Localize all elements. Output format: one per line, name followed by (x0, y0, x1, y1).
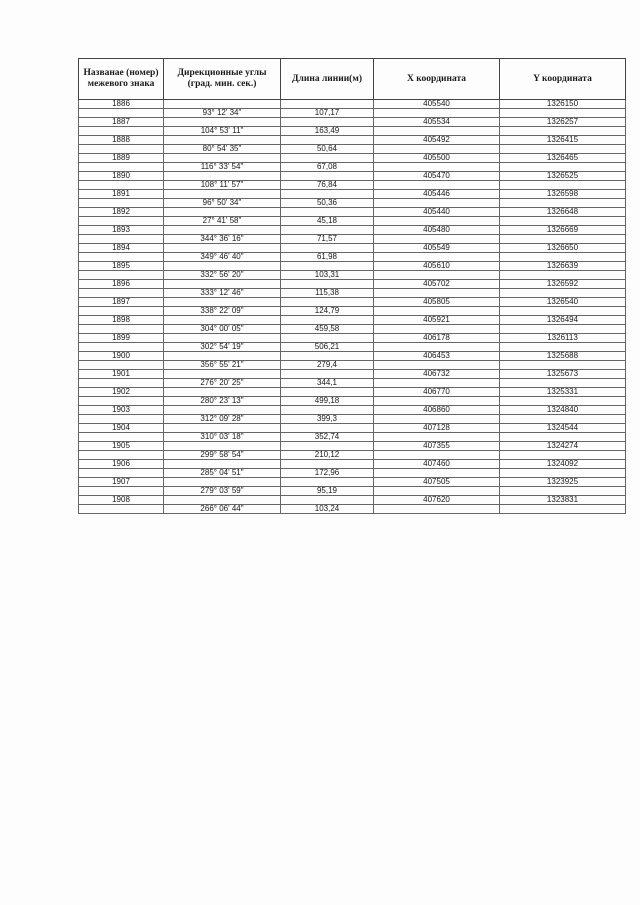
line-length-cell: 115,38 (281, 289, 374, 298)
point-row (79, 226, 626, 235)
point-row (79, 406, 626, 415)
line-length-cell: 399,3 (281, 415, 374, 424)
point-row (79, 190, 626, 199)
x-coordinate-cell: 405540 (374, 100, 500, 109)
segment-row (79, 163, 626, 172)
mark-name-cell: 1886 (79, 100, 164, 109)
point-row (79, 298, 626, 307)
mark-name-cell-empty (79, 505, 164, 514)
segment-row (79, 145, 626, 154)
header-y-coordinate: Y координата (500, 59, 626, 100)
y-coordinate-cell: 1326415 (500, 136, 626, 145)
segment-row (79, 199, 626, 208)
mark-name-cell: 1893 (79, 226, 164, 235)
segment-row (79, 505, 626, 514)
line-length-cell: 124,79 (281, 307, 374, 316)
direction-angle-cell: 310° 03' 18" (164, 433, 281, 442)
table-body (79, 100, 626, 514)
segment-row (79, 397, 626, 406)
segment-row (79, 469, 626, 478)
table-header-row (79, 59, 626, 100)
segment-row (79, 127, 626, 136)
x-coordinate-cell: 407505 (374, 478, 500, 487)
mark-name-cell: 1902 (79, 388, 164, 397)
x-coordinate-cell: 405610 (374, 262, 500, 271)
segment-row (79, 361, 626, 370)
mark-name-cell: 1901 (79, 370, 164, 379)
y-coordinate-cell: 1326648 (500, 208, 626, 217)
x-coordinate-cell: 407620 (374, 496, 500, 505)
point-row (79, 280, 626, 289)
direction-angle-cell: 276° 20' 25" (164, 379, 281, 388)
y-coordinate-cell: 1325673 (500, 370, 626, 379)
x-coordinate-cell: 407460 (374, 460, 500, 469)
line-length-cell: 71,57 (281, 235, 374, 244)
mark-name-cell: 1900 (79, 352, 164, 361)
segment-row (79, 217, 626, 226)
point-row (79, 154, 626, 163)
x-coordinate-cell: 405440 (374, 208, 500, 217)
y-coordinate-cell: 1326525 (500, 172, 626, 181)
line-length-cell: 45,18 (281, 217, 374, 226)
point-row (79, 262, 626, 271)
direction-angle-cell: 349° 46' 40" (164, 253, 281, 262)
y-coordinate-cell: 1326465 (500, 154, 626, 163)
point-row (79, 496, 626, 505)
segment-row (79, 415, 626, 424)
x-coordinate-cell: 405500 (374, 154, 500, 163)
x-coordinate-cell: 405534 (374, 118, 500, 127)
direction-angle-cell: 108° 11' 57" (164, 181, 281, 190)
point-row (79, 316, 626, 325)
mark-name-cell: 1890 (79, 172, 164, 181)
y-coordinate-cell: 1324840 (500, 406, 626, 415)
segment-row (79, 451, 626, 460)
line-length-cell: 210,12 (281, 451, 374, 460)
segment-row (79, 379, 626, 388)
mark-name-cell: 1905 (79, 442, 164, 451)
mark-name-cell: 1895 (79, 262, 164, 271)
line-length-cell: 61,98 (281, 253, 374, 262)
segment-row (79, 307, 626, 316)
direction-angle-cell: 266° 06' 44" (164, 505, 281, 514)
y-coordinate-cell: 1326669 (500, 226, 626, 235)
y-coordinate-cell: 1323831 (500, 496, 626, 505)
x-coordinate-cell: 405702 (374, 280, 500, 289)
segment-row (79, 235, 626, 244)
y-coordinate-cell: 1326650 (500, 244, 626, 253)
direction-angle-cell: 344° 36' 16" (164, 235, 281, 244)
direction-angle-cell: 27° 41' 58" (164, 217, 281, 226)
point-row (79, 136, 626, 145)
line-length-cell: 103,24 (281, 505, 374, 514)
segment-row (79, 253, 626, 262)
line-length-cell: 163,49 (281, 127, 374, 136)
direction-angle-cell: 356° 55' 21" (164, 361, 281, 370)
mark-name-cell: 1897 (79, 298, 164, 307)
mark-name-cell: 1906 (79, 460, 164, 469)
y-coordinate-cell: 1326257 (500, 118, 626, 127)
line-length-cell: 352,74 (281, 433, 374, 442)
y-coordinate-cell: 1325688 (500, 352, 626, 361)
line-length-cell: 50,36 (281, 199, 374, 208)
segment-row (79, 487, 626, 496)
header-x-coordinate: X координата (374, 59, 500, 100)
line-length-cell: 67,08 (281, 163, 374, 172)
x-coordinate-cell-empty (374, 505, 500, 514)
x-coordinate-cell: 405492 (374, 136, 500, 145)
mark-name-cell: 1899 (79, 334, 164, 343)
header-direction-angle: Дирекционные углы (град. мин. сек.) (164, 59, 281, 100)
segment-row (79, 433, 626, 442)
x-coordinate-cell: 406453 (374, 352, 500, 361)
direction-angle-cell: 104° 53' 11" (164, 127, 281, 136)
mark-name-cell: 1894 (79, 244, 164, 253)
point-row (79, 460, 626, 469)
direction-angle-cell: 338° 22' 09" (164, 307, 281, 316)
y-coordinate-cell: 1324274 (500, 442, 626, 451)
line-length-cell: 344,1 (281, 379, 374, 388)
point-row (79, 442, 626, 451)
point-row (79, 334, 626, 343)
point-row (79, 388, 626, 397)
mark-name-cell: 1896 (79, 280, 164, 289)
direction-angle-cell: 299° 58' 54" (164, 451, 281, 460)
x-coordinate-cell: 405549 (374, 244, 500, 253)
y-coordinate-cell: 1326494 (500, 316, 626, 325)
direction-angle-cell: 302° 54' 19" (164, 343, 281, 352)
direction-angle-cell: 333° 12' 46" (164, 289, 281, 298)
direction-angle-cell: 285° 04' 51" (164, 469, 281, 478)
mark-name-cell: 1903 (79, 406, 164, 415)
y-coordinate-cell: 1324092 (500, 460, 626, 469)
header-line-length: Длина линии(м) (281, 59, 374, 100)
boundary-coordinates-table (78, 58, 626, 514)
x-coordinate-cell: 407128 (374, 424, 500, 433)
line-length-cell: 95,19 (281, 487, 374, 496)
direction-angle-cell: 279° 03' 59" (164, 487, 281, 496)
x-coordinate-cell: 405470 (374, 172, 500, 181)
mark-name-cell: 1891 (79, 190, 164, 199)
x-coordinate-cell: 405446 (374, 190, 500, 199)
mark-name-cell: 1907 (79, 478, 164, 487)
point-row (79, 478, 626, 487)
mark-name-cell: 1908 (79, 496, 164, 505)
mark-name-cell: 1892 (79, 208, 164, 217)
x-coordinate-cell: 406770 (374, 388, 500, 397)
y-coordinate-cell: 1326150 (500, 100, 626, 109)
point-row (79, 352, 626, 361)
mark-name-cell: 1898 (79, 316, 164, 325)
y-coordinate-cell: 1326540 (500, 298, 626, 307)
direction-angle-cell: 116° 33' 54" (164, 163, 281, 172)
line-length-cell: 107,17 (281, 109, 374, 118)
direction-angle-cell: 312° 09' 28" (164, 415, 281, 424)
y-coordinate-cell: 1326639 (500, 262, 626, 271)
point-row (79, 118, 626, 127)
y-coordinate-cell: 1325331 (500, 388, 626, 397)
direction-angle-cell: 80° 54' 35" (164, 145, 281, 154)
line-length-cell: 103,31 (281, 271, 374, 280)
mark-name-cell: 1887 (79, 118, 164, 127)
y-coordinate-cell-empty (500, 505, 626, 514)
direction-angle-cell: 96° 50' 34" (164, 199, 281, 208)
y-coordinate-cell: 1323925 (500, 478, 626, 487)
y-coordinate-cell: 1326113 (500, 334, 626, 343)
direction-angle-cell: 332° 56' 20" (164, 271, 281, 280)
segment-row (79, 109, 626, 118)
x-coordinate-cell: 406732 (374, 370, 500, 379)
mark-name-cell: 1888 (79, 136, 164, 145)
point-row (79, 244, 626, 253)
line-length-cell: 279,4 (281, 361, 374, 370)
x-coordinate-cell: 405480 (374, 226, 500, 235)
y-coordinate-cell: 1324544 (500, 424, 626, 433)
x-coordinate-cell: 406178 (374, 334, 500, 343)
direction-angle-cell: 280° 23' 13" (164, 397, 281, 406)
line-length-cell: 506,21 (281, 343, 374, 352)
mark-name-cell: 1904 (79, 424, 164, 433)
segment-row (79, 325, 626, 334)
header-mark-name: Названае (номер) межевого знака (79, 59, 164, 100)
line-length-cell: 50,64 (281, 145, 374, 154)
line-length-cell: 76,84 (281, 181, 374, 190)
y-coordinate-cell: 1326598 (500, 190, 626, 199)
line-length-cell: 499,18 (281, 397, 374, 406)
x-coordinate-cell: 405805 (374, 298, 500, 307)
point-row (79, 100, 626, 109)
point-row (79, 172, 626, 181)
line-length-cell: 172,96 (281, 469, 374, 478)
x-coordinate-cell: 406860 (374, 406, 500, 415)
segment-row (79, 271, 626, 280)
segment-row (79, 343, 626, 352)
direction-angle-cell: 93° 12' 34" (164, 109, 281, 118)
line-length-cell: 459,58 (281, 325, 374, 334)
x-coordinate-cell: 407355 (374, 442, 500, 451)
mark-name-cell: 1889 (79, 154, 164, 163)
segment-row (79, 181, 626, 190)
direction-angle-cell: 304° 00' 05" (164, 325, 281, 334)
point-row (79, 370, 626, 379)
x-coordinate-cell: 405921 (374, 316, 500, 325)
y-coordinate-cell: 1326592 (500, 280, 626, 289)
point-row (79, 208, 626, 217)
point-row (79, 424, 626, 433)
segment-row (79, 289, 626, 298)
